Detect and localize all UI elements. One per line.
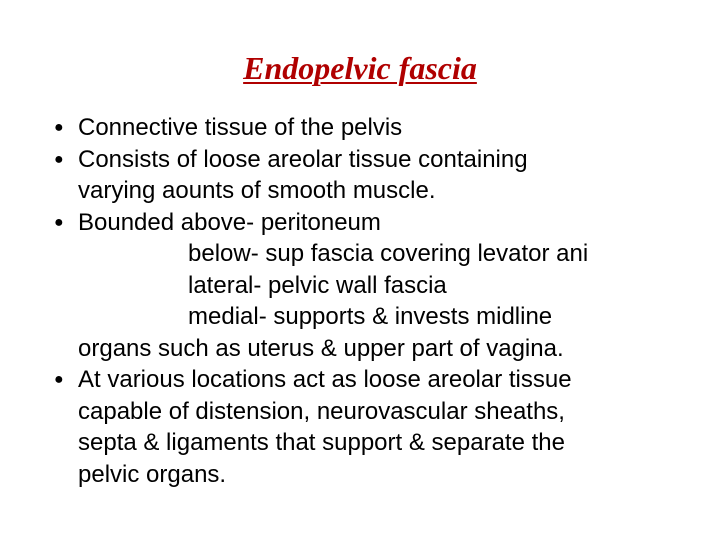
list-item	[54, 207, 684, 365]
bullet-text-line: capable of distension, neurovascular sheaths,	[78, 397, 565, 425]
bullet-text-line: pelvic organs.	[78, 460, 227, 488]
bullet-icon: ●	[54, 213, 64, 231]
bullet-text-line: Connective tissue of the pelvis	[78, 114, 403, 141]
bullet-icon: ●	[54, 119, 64, 136]
bullet-text-line-indented: medial- supports & invests midline	[188, 303, 553, 330]
bullet-text-line: Bounded above- peritoneum	[78, 208, 381, 236]
bullet-icon: ●	[54, 150, 64, 168]
bullet-text-line: organs such as uterus & upper part of vagina.	[78, 334, 564, 362]
bullet-text-line: septa & ligaments that support & separate the	[78, 429, 565, 456]
bullet-text-line: Consists of loose areolar tissue containing	[78, 145, 528, 173]
bullet-text-line-indented: below- sup fascia covering levator ani	[188, 240, 589, 267]
bullet-list	[54, 112, 684, 490]
list-item	[54, 112, 684, 144]
bullet-text-line: varying aounts of smooth muscle.	[78, 177, 436, 204]
bullet-text-line-indented: lateral- pelvic wall fascia	[188, 271, 447, 299]
list-item	[54, 364, 684, 490]
bullet-icon: ●	[54, 371, 64, 388]
list-item	[54, 144, 684, 207]
slide-title: Endopelvic fascia	[243, 50, 477, 86]
bullet-text-line: At various locations act as loose areolar tissue	[78, 366, 572, 393]
